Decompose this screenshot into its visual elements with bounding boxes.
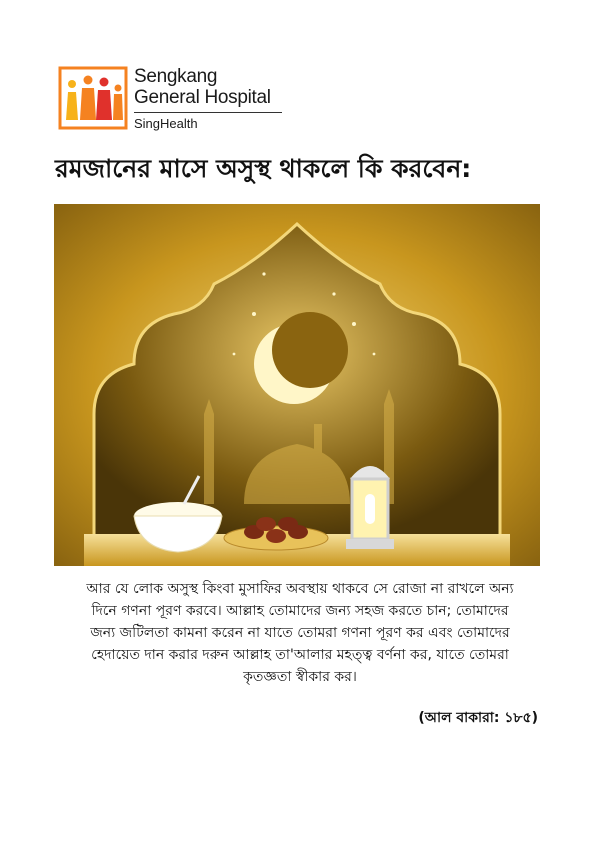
verse-citation: (আল বাকারা: ১৮৫) bbox=[418, 710, 538, 726]
ramadan-illustration bbox=[54, 204, 540, 566]
verse-line: হেদায়েত দান করার দরুন আল্লাহ তা'আলার মহত্ত্ব বর্ণনা কর, যাতে তোমরা bbox=[91, 647, 509, 663]
sengkang-people-icon bbox=[58, 66, 128, 130]
verse-text bbox=[58, 578, 542, 688]
org-name-line1: Sengkang bbox=[134, 66, 218, 87]
verse-line: দিনে গণনা পূরণ করবে। আল্লাহ তোমাদের জন্য সহজ করতে চান; তোমাদের bbox=[91, 603, 509, 619]
page-title: রমজানের মাসে অসুস্থ থাকলে কি করবেন: bbox=[55, 154, 472, 183]
org-name-line2: General Hospital bbox=[134, 87, 271, 108]
org-parent-name: SingHealth bbox=[134, 116, 198, 131]
verse-line: আর যে লোক অসুস্থ কিংবা মুসাফির অবস্থায় থাকবে সে রোজা না রাখলে অন্য bbox=[86, 581, 514, 597]
logo-divider bbox=[134, 112, 282, 113]
verse-line: কৃতজ্ঞতা স্বীকার কর। bbox=[243, 669, 357, 685]
lantern-icon bbox=[346, 466, 394, 549]
verse-line: জন্য জটিলতা কামনা করেন না যাতে তোমরা গণনা পূরণ কর এবং তোমাদের bbox=[90, 625, 510, 641]
org-name bbox=[134, 66, 282, 132]
hospital-logo bbox=[58, 66, 278, 136]
